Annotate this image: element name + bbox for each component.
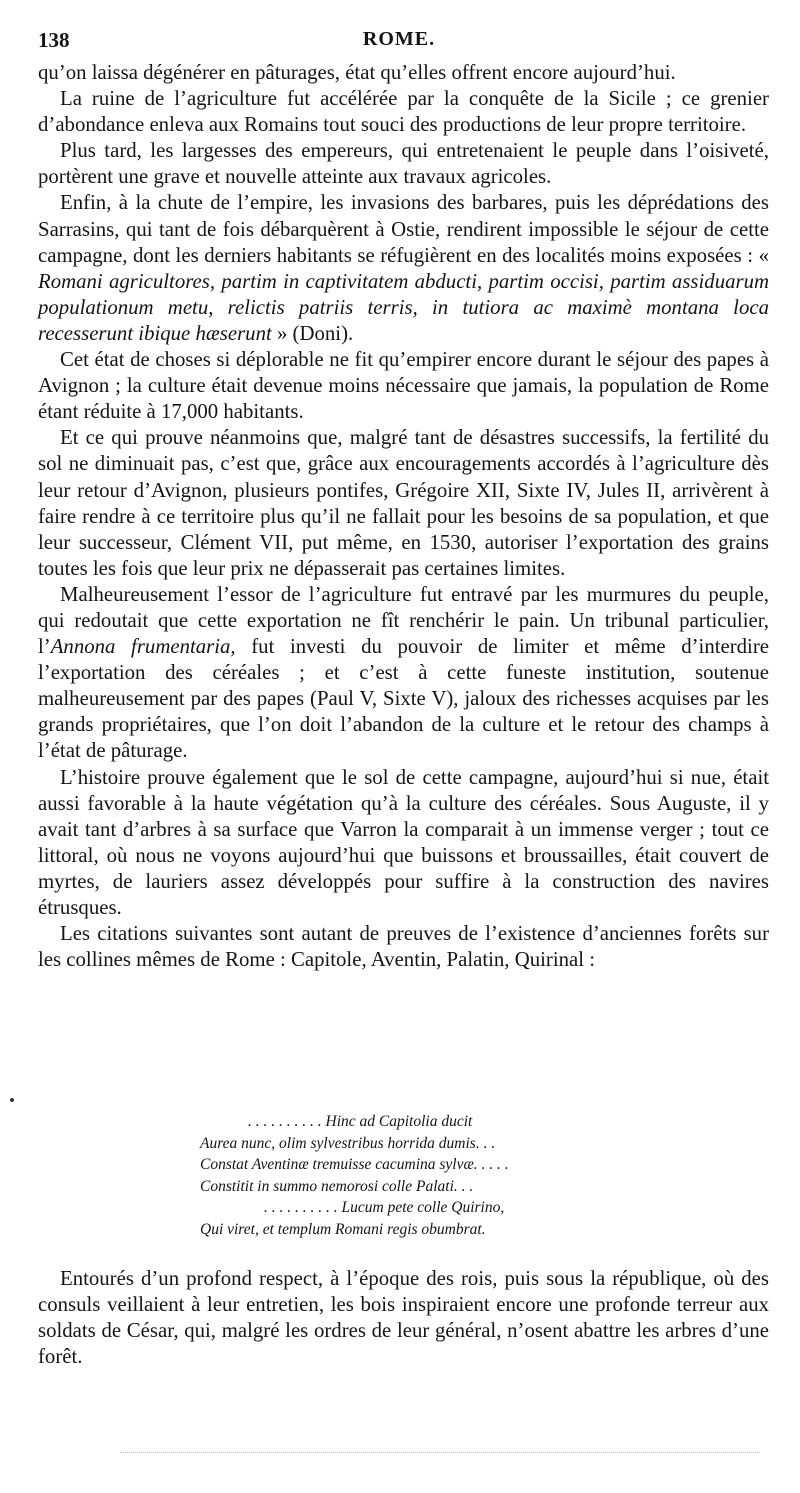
paragraph (38, 190, 769, 347)
paragraph-text: Enfin, à la chute de l’empire, les invasions des barbares, puis les déprédations des Sarrasins, qui tant de fois débarquèrent à Ostie, rendirent impossible le séjour de cette campagne, dont les derniers habitants se réfugièrent en des localités moins exposées : « (38, 191, 769, 267)
verse-line: Qui viret, et templum Romani regis obumbrat. (200, 1220, 486, 1238)
bottom-rule (120, 1452, 760, 1453)
paragraph: qu’on laissa dégénérer en pâturages, état qu’elles offrent encore aujourd’hui. (38, 61, 676, 84)
paragraph: Les citations suivantes sont autant de preuves de l’existence d’anciennes forêts sur les collines mêmes de Rome : Capitole, Aventin, Palatin, Quirinal : (38, 922, 769, 972)
paragraph-text: » (Doni). (276, 321, 354, 345)
paragraph-text: Malheureusement l’essor de l’agriculture fut entravé par les murmures du peuple, qui redoutait que cette exportation ne fît renchérir le pain. Un tribunal particulier, l’ (38, 582, 769, 659)
italic-term: Annona frumentaria, (50, 635, 236, 659)
body-text (38, 60, 769, 973)
running-title: ROME. (362, 28, 436, 50)
paragraph: Entourés d’un profond respect, à l’époque des rois, puis sous la république, où des consuls veillaient à leur entretien, les bois inspiraient encore une profonde terreur aux soldats de César, qui, malgré les ordres de leur général, n’osent abattre les arbres d’une forêt. (38, 1267, 769, 1368)
latin-quotation: Romani agricultores, partim in captivitatem abducti, partim occisi, partim assiduarum populationum metu, relictis patriis terris, in tutiora ac maximè montana loca recesserunt ibique hæserunt (38, 269, 769, 345)
paragraph (38, 582, 769, 765)
paragraph: Cet état de choses si déplorable ne fit qu’empirer encore durant le séjour des papes à Avignon ; la culture était devenue moins nécessaire que jamais, la population de Rome étant réduite à 17,000 habitants. (38, 348, 769, 424)
closing-text (38, 1266, 769, 1370)
paragraph: Et ce qui prouve néanmoins que, malgré tant de désastres successifs, la fertilité du sol ne diminuait pas, c’est que, grâce aux encouragements accordés à l’agriculture dès leur retour d’Avignon, plusieurs pontifes, Grégoire XII, Sixte IV, Jules II, arrivèrent à faire rendre à ce territoire plus qu’il ne fallait pour les besoins de sa population, et que leur successeur, Clément VII, put même, en 1530, autoriser l’exportation des grains toutes les fois que leur prix ne dépasserait pas certaines limites. (38, 426, 769, 580)
verse-line: . . . . . . . . . . Hinc ad Capitolia ducit (248, 1113, 473, 1130)
paragraph: Plus tard, les largesses des empereurs, qui entretenaient le peuple dans l’oisiveté, portèrent une grave et nouvelle atteinte aux travaux agricoles. (38, 139, 769, 189)
verse-line: Constat Aventinæ tremuisse cacumina sylvæ. . . . . (200, 1156, 509, 1173)
paragraph: L’histoire prouve également que le sol de cette campagne, aujourd’hui si nue, était aussi favorable à la haute végétation qu’à la culture des céréales. Sous Auguste, il y avait tant d’arbres à sa surface que Varron la comparait à un immense verger ; tout ce littoral, où nous ne voyons aujourd’hui que buissons et broussailles, était couvert de myrtes, de lauriers assez développés pour suffire à la construction des navires étrusques. (38, 765, 769, 919)
verse-quotation (200, 1111, 620, 1240)
page-header (38, 28, 760, 58)
verse-line: . . . . . . . . . . Lucum pete colle Quirino, (264, 1199, 505, 1216)
page-number: 138 (38, 28, 70, 52)
margin-mark (10, 1098, 14, 1102)
verse-line: Aurea nunc, olim sylvestribus horrida dumis. . . (200, 1134, 496, 1152)
verse-line: Constitit in summo nemorosi colle Palati. . . (200, 1177, 474, 1195)
paragraph: La ruine de l’agriculture fut accélérée par la conquête de la Sicile ; ce grenier d’abondance enleva aux Romains tout souci des productions de leur propre territoire. (38, 87, 769, 137)
paragraph-text: fut investi du pouvoir de limiter et même d’interdire l’exportation des céréales ; et c’est à cette funeste institution, soutenue malheureusement par des papes (Paul V, Sixte V), jaloux des richesses acquises par les grands propriétaires, que l’on doit l’abandon de la culture et le retour des champs à l’état de pâturage. (38, 635, 769, 763)
